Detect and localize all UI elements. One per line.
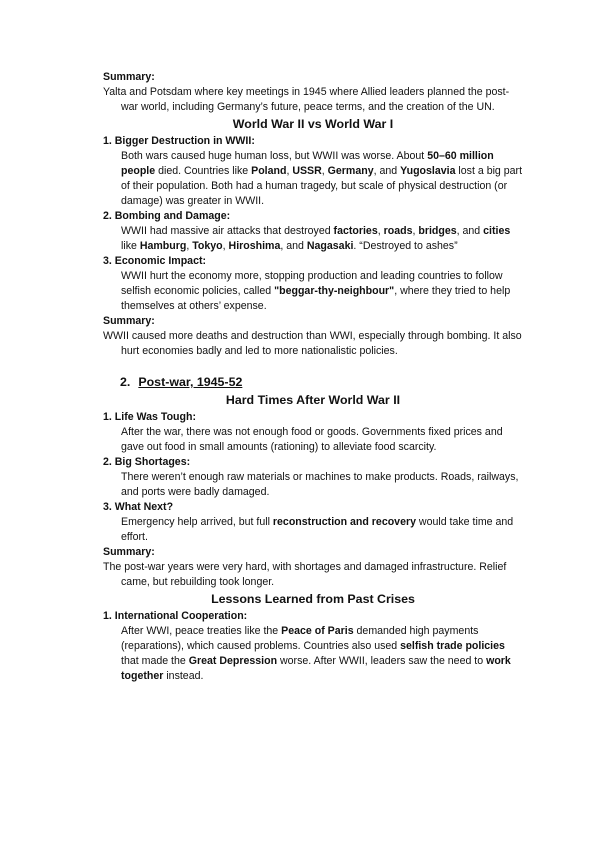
bold-run: Tokyo bbox=[192, 240, 223, 252]
list-item-text: After the war, there was not enough food or goods. Governments fixed prices and gave out food in small amounts (rationing) to alleviate food scarcity. bbox=[121, 426, 503, 453]
text-run: Both wars caused huge human loss, but WWII was worse. About bbox=[121, 150, 428, 162]
text-run: After WWI, peace treaties like the bbox=[121, 625, 282, 637]
text-run: would take time and effort. bbox=[121, 516, 514, 543]
bold-run: Germany bbox=[327, 165, 374, 177]
text-run: , bbox=[286, 165, 293, 177]
summary-label: Summary: bbox=[103, 546, 155, 558]
text-run: . “Destroyed to ashes” bbox=[353, 240, 458, 252]
list-item-heading: 1. Bigger Destruction in WWII: bbox=[103, 135, 255, 147]
text-run: instead. bbox=[163, 670, 204, 682]
text-run: , and bbox=[280, 240, 307, 252]
summary-text: The post-war years were very hard, with shortages and damaged infrastructure. Relief came, but rebuilding took longer. bbox=[103, 561, 507, 588]
bold-run: "beggar-thy-neighbour" bbox=[274, 285, 395, 297]
section-title: Post-war, 1945-52 bbox=[138, 375, 243, 389]
text-run: that made the bbox=[121, 655, 189, 667]
heading-hard-times: Hard Times After World War II bbox=[225, 393, 401, 407]
text-run: worse. After WWII, leaders saw the need to bbox=[277, 655, 487, 667]
text-run: , where they tried to help themselves at others’ expense. bbox=[121, 285, 511, 312]
text-run: , bbox=[377, 225, 384, 237]
bold-run: 50–60 million people bbox=[121, 150, 494, 177]
list-item-text bbox=[121, 224, 523, 254]
bold-run: factories bbox=[333, 225, 378, 237]
section-number: 2. bbox=[120, 375, 131, 389]
list-item-heading: 3. What Next? bbox=[103, 501, 174, 513]
text-run: , and bbox=[373, 165, 401, 177]
bold-run: roads bbox=[383, 225, 413, 237]
list-item-text bbox=[121, 149, 523, 209]
bold-run: Hamburg bbox=[139, 240, 187, 252]
bold-run: Great Depression bbox=[188, 655, 278, 667]
section-heading bbox=[120, 374, 523, 391]
bold-run: reconstruction and recovery bbox=[272, 516, 416, 528]
bold-run: USSR bbox=[292, 165, 322, 177]
list-item-text: There weren’t enough raw materials or machines to make products. Roads, railways, and ports were badly damaged. bbox=[121, 471, 519, 498]
heading-ww-comparison: World War II vs World War I bbox=[232, 117, 394, 131]
text-run: WWII hurt the economy more, stopping production and leading countries to follow selfish economic policies, called bbox=[121, 270, 503, 297]
text-run: lost a big part of their population. Both had a human tragedy, but scale of physical destruction (or damage) was greater in WWII. bbox=[121, 165, 523, 207]
text-run: died. Countries like bbox=[155, 165, 252, 177]
text-run: demanded high payments (reparations), which caused problems. Countries also used bbox=[121, 625, 479, 652]
summary-text: WWII caused more deaths and destruction than WWI, especially through bombing. It also hurt economies badly and led to more nationalistic policies. bbox=[103, 330, 522, 357]
text-run: , bbox=[186, 240, 193, 252]
list-item-heading: 2. Big Shortages: bbox=[103, 456, 191, 468]
text-run: WWII had massive air attacks that destroyed bbox=[121, 225, 334, 237]
text-run: Emergency help arrived, but full bbox=[121, 516, 273, 528]
document-content bbox=[103, 70, 523, 684]
list-item-heading: 1. International Cooperation: bbox=[103, 610, 248, 622]
heading-lessons: Lessons Learned from Past Crises bbox=[211, 592, 415, 606]
bold-run: cities bbox=[483, 225, 511, 237]
text-run: , and bbox=[456, 225, 484, 237]
summary-label: Summary: bbox=[103, 71, 155, 83]
list-item-heading: 3. Economic Impact: bbox=[103, 255, 207, 267]
list-item-text bbox=[121, 624, 523, 684]
text-run: like bbox=[121, 240, 140, 252]
list-item-text bbox=[121, 269, 523, 314]
spacer bbox=[103, 359, 523, 374]
text-run: , bbox=[412, 225, 419, 237]
bold-run: selfish trade policies bbox=[400, 640, 505, 652]
bold-run: Yugoslavia bbox=[400, 165, 456, 177]
summary-text: Yalta and Potsdam where key meetings in 1945 where Allied leaders planned the post-war world, including Germany’s future, peace terms, and the creation of the UN. bbox=[103, 86, 510, 113]
bold-run: Peace of Paris bbox=[281, 625, 354, 637]
bold-run: bridges bbox=[418, 225, 457, 237]
bold-run: work together bbox=[121, 655, 511, 682]
bold-run: Nagasaki bbox=[306, 240, 354, 252]
list-item-text bbox=[121, 515, 523, 545]
bold-run: Poland bbox=[251, 165, 287, 177]
summary-label: Summary: bbox=[103, 315, 155, 327]
list-item-heading: 1. Life Was Tough: bbox=[103, 411, 196, 423]
text-run: , bbox=[321, 165, 328, 177]
text-run: , bbox=[222, 240, 229, 252]
bold-run: Hiroshima bbox=[228, 240, 281, 252]
list-item-heading: 2. Bombing and Damage: bbox=[103, 210, 231, 222]
